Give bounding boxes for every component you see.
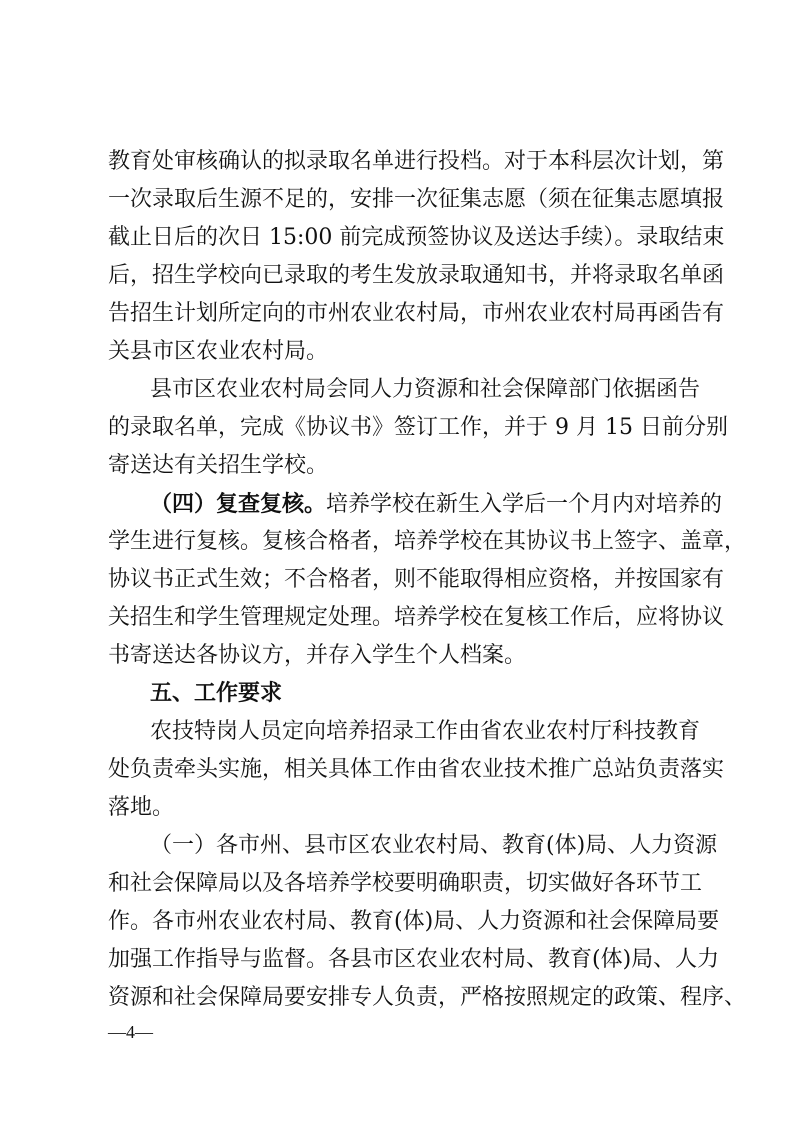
page-number: —4— [108,1022,153,1042]
paragraph-1-line-6: 关县市区农业农村局。 [108,339,329,364]
paragraph-5-line-4: 加强工作指导与监督。各县市区农业农村局、教育(体)局、人力 [108,947,720,972]
paragraph-4-line-2: 处负责牵头实施，相关具体工作由省农业技术推广总站负责落实 [108,757,725,782]
paragraph-4-line-3: 落地。 [108,795,175,820]
paragraph-2-line-3: 寄送达有关招生学校。 [108,453,329,478]
paragraph-5-line-5: 资源和社会保障局要安排专人负责，严格按照规定的政策、程序、 [108,985,747,1010]
paragraph-1-line-1: 教育处审核确认的拟录取名单进行投档。对于本科层次计划，第 [108,149,725,174]
section-heading: 五、工作要求 [150,681,283,706]
paragraph-3-line-1 [150,485,723,523]
paragraph-3-line-2: 学生进行复核。复核合格者，培养学校在其协议书上签字、盖章， [108,529,747,554]
paragraph-3-line-5: 书寄送达各协议方，并存入学生个人档案。 [108,643,527,668]
paragraph-1-line-3: 截止日后的次日 15:00 前完成预签协议及送达手续）。录取结束 [108,225,725,250]
paragraph-5-line-2: 和社会保障局以及各培养学校要明确职责，切实做好各环节工 [108,871,703,896]
paragraph-2-line-2: 的录取名单，完成《协议书》签订工作，并于 9 月 15 日前分别 [108,415,728,440]
paragraph-1-line-4: 后，招生学校向已录取的考生发放录取通知书，并将录取名单函 [108,263,725,288]
paragraph-1-line-2: 一次录取后生源不足的，安排一次征集志愿（须在征集志愿填报 [108,187,725,212]
paragraph-3-first-line-text: 培养学校在新生入学后一个月内对培养的 [326,492,723,517]
paragraph-3-line-4: 关招生和学生管理规定处理。培养学校在复核工作后，应将协议 [108,605,725,630]
paragraph-4-line-1: 农技特岗人员定向培养招录工作由省农业农村厅科技教育 [150,719,701,744]
paragraph-3-line-3: 协议书正式生效；不合格者，则不能取得相应资格，并按国家有 [108,567,725,592]
paragraph-5-line-1: （一）各市州、县市区农业农村局、教育(体)局、人力资源 [150,833,718,858]
paragraph-2-line-1: 县市区农业农村局会同人力资源和社会保障部门依据函告 [150,377,701,402]
section-4-title: （四）复查复核。 [150,491,327,517]
paragraph-1-line-5: 告招生计划所定向的市州农业农村局，市州农业农村局再函告有 [108,301,725,326]
paragraph-5-line-3: 作。各市州农业农村局、教育(体)局、人力资源和社会保障局要 [108,909,720,934]
